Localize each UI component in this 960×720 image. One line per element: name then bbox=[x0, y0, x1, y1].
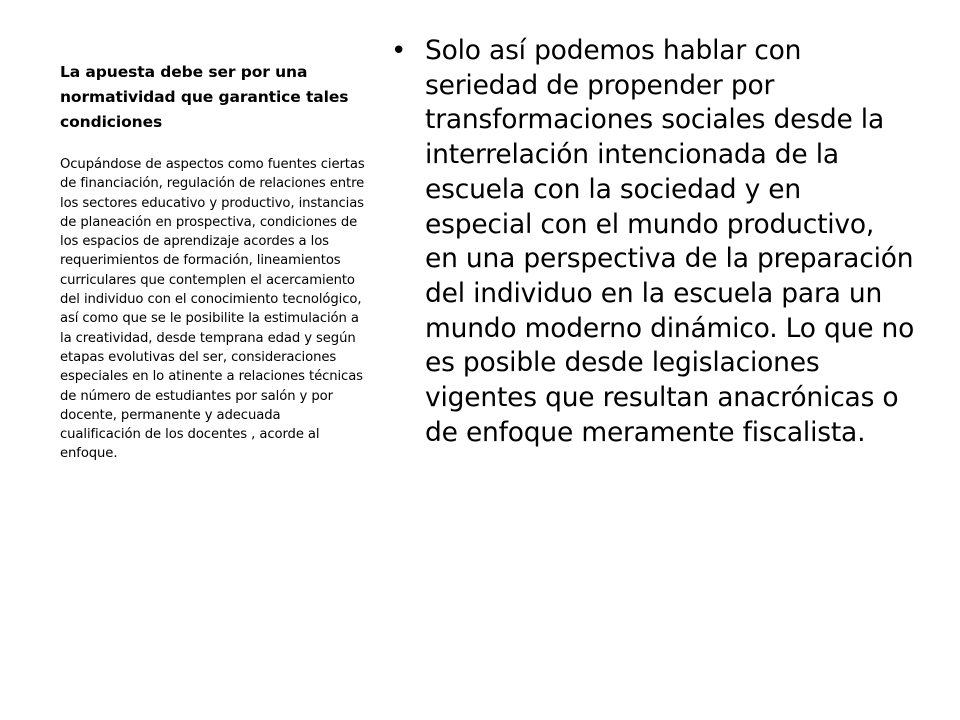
right-column-bullet-list bbox=[380, 34, 915, 450]
bullet-icon: • bbox=[391, 36, 407, 66]
bullet-item bbox=[380, 34, 915, 450]
bullet-item-text: Solo así podemos hablar con seriedad de propender por transformaciones sociales desde la interrelación intencionada de la escuela con la sociedad y en especial con el mundo productivo, en una perspectiva de la preparación del individuo en la escuela para un mundo moderno dinámico. Lo que no es posible desde legislaciones vigentes que resultan anacrónicas o de enfoque meramente fiscalista. bbox=[425, 35, 915, 448]
left-column-title: La apuesta debe ser por una normatividad que garantice tales condiciones bbox=[60, 63, 349, 131]
left-column-body: Ocupándose de aspectos como fuentes ciertas de financiación, regulación de relaciones entre los sectores educativo y productivo, instancias de planeación en prospectiva, condiciones de los espacios de aprendizaje acordes a los requerimientos de formación, lineamientos curriculares que contemplen el acercamiento del individuo con el conocimiento tecnológico, así como que se le posibilite la estimulación a la creatividad, desde temprana edad y según etapas evolutivas del ser, consideraciones especiales en lo atinente a relaciones técnicas de número de estudiantes por salón y por docente, permanente y adecuada cualificación de los docentes , acorde al enfoque. bbox=[60, 157, 365, 462]
